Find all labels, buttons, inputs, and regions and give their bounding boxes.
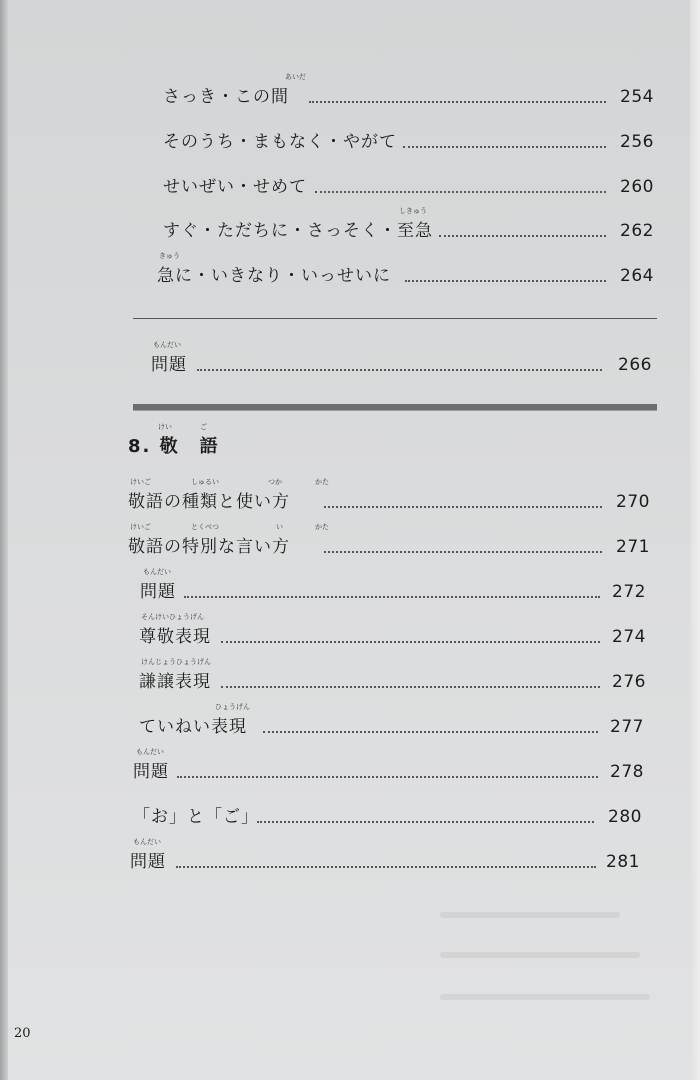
ruby-text: あいだ [285,73,306,81]
toc-entry-title: そのうち・まもなく・やがて [163,132,397,152]
toc-page-number: 277 [610,717,644,737]
ruby-text: けい [158,423,172,431]
toc-entry-title: 敬語の種類と使い方 [128,492,290,512]
toc-entry[interactable] [128,520,650,566]
page-edge-left [0,0,8,1080]
toc-entry[interactable] [163,70,654,116]
toc-page-number: 266 [618,355,652,375]
divider-line [133,318,657,319]
toc-entry-problem[interactable] [130,835,640,881]
dot-leader [263,731,598,733]
toc-page-number: 281 [606,852,640,872]
toc-entry-title: 敬語の特別な言い方 [128,537,290,557]
ruby-text: きゅう [159,252,180,260]
toc-entry-title: 問題 [140,582,176,602]
toc-page-number: 274 [612,627,646,647]
ruby-text: もんだい [136,748,164,756]
toc-entry[interactable] [128,475,650,521]
dot-leader [403,146,606,148]
ruby-text: かた [315,523,329,531]
section-title: 8. 敬 語 [128,436,220,457]
toc-entry-title: ていねい表現 [139,717,247,737]
toc-entry[interactable] [157,249,654,295]
toc-entry[interactable] [139,655,646,701]
section-divider [133,404,657,410]
toc-page-number: 280 [608,807,642,827]
ruby-text: ご [200,423,207,431]
toc-page-number: 272 [612,582,646,602]
toc-entry-title: すぐ・ただちに・さっそく・至急 [163,221,433,241]
toc-entry[interactable] [163,160,654,206]
dot-leader [221,641,600,643]
ruby-text: ひょうげん [215,703,250,711]
dot-leader [177,776,598,778]
toc-page-number: 256 [620,132,654,152]
ruby-text: とくべつ [191,523,219,531]
toc-entry-title: 急に・いきなり・いっせいに [157,266,391,286]
toc-page-number: 271 [616,537,650,557]
toc-entry-title: せいぜい・せめて [163,177,307,197]
toc-entry[interactable] [163,115,654,161]
dot-leader [439,235,606,237]
dot-leader [184,596,600,598]
dot-leader [309,101,606,103]
show-through-shadow [440,994,650,1000]
page-footer-number: 20 [14,1026,31,1041]
toc-page-number: 260 [620,177,654,197]
toc-entry[interactable] [139,610,646,656]
show-through-shadow [440,952,640,958]
dot-leader [405,280,606,282]
ruby-text: けんじょうひょうげん [141,658,211,666]
dot-leader [324,551,602,553]
toc-page-number: 270 [616,492,650,512]
page-edge-right [690,0,700,1080]
toc-entry-title: 問題 [133,762,169,782]
toc-entry-problem[interactable] [133,745,644,791]
toc-entry-title: さっき・この間 [163,87,289,107]
dot-leader [176,866,596,868]
toc-entry-title: 「お」と「ご」 [133,807,259,827]
toc-page-number: 262 [620,221,654,241]
toc-page-number: 264 [620,266,654,286]
toc-page-number: 278 [610,762,644,782]
ruby-text: もんだい [133,838,161,846]
toc-entry-problem[interactable] [140,565,646,611]
dot-leader [197,369,602,371]
toc-page-number: 254 [620,87,654,107]
section-heading [128,422,328,462]
dot-leader [324,506,602,508]
ruby-text: つか [268,478,282,486]
toc-entry[interactable] [139,700,644,746]
toc-entry-title: 謙譲表現 [139,672,211,692]
toc-entry-title: 問題 [151,355,187,375]
ruby-text: しきゅう [399,207,427,215]
toc-entry[interactable] [133,790,642,836]
toc-entry-title: 尊敬表現 [139,627,211,647]
dot-leader [315,191,606,193]
dot-leader [221,686,600,688]
ruby-text: しゅるい [191,478,219,486]
ruby-text: い [276,523,283,531]
ruby-text: けいご [130,478,151,486]
ruby-text: けいご [130,523,151,531]
ruby-text: かた [315,478,329,486]
ruby-text: もんだい [143,568,171,576]
toc-page-number: 276 [612,672,646,692]
ruby-text: もんだい [153,341,181,349]
toc-entry[interactable] [163,204,654,250]
toc-entry-title: 問題 [130,852,166,872]
ruby-text: そんけいひょうげん [141,613,204,621]
dot-leader [257,821,594,823]
show-through-shadow [440,912,620,918]
toc-entry-problem[interactable] [151,338,652,384]
